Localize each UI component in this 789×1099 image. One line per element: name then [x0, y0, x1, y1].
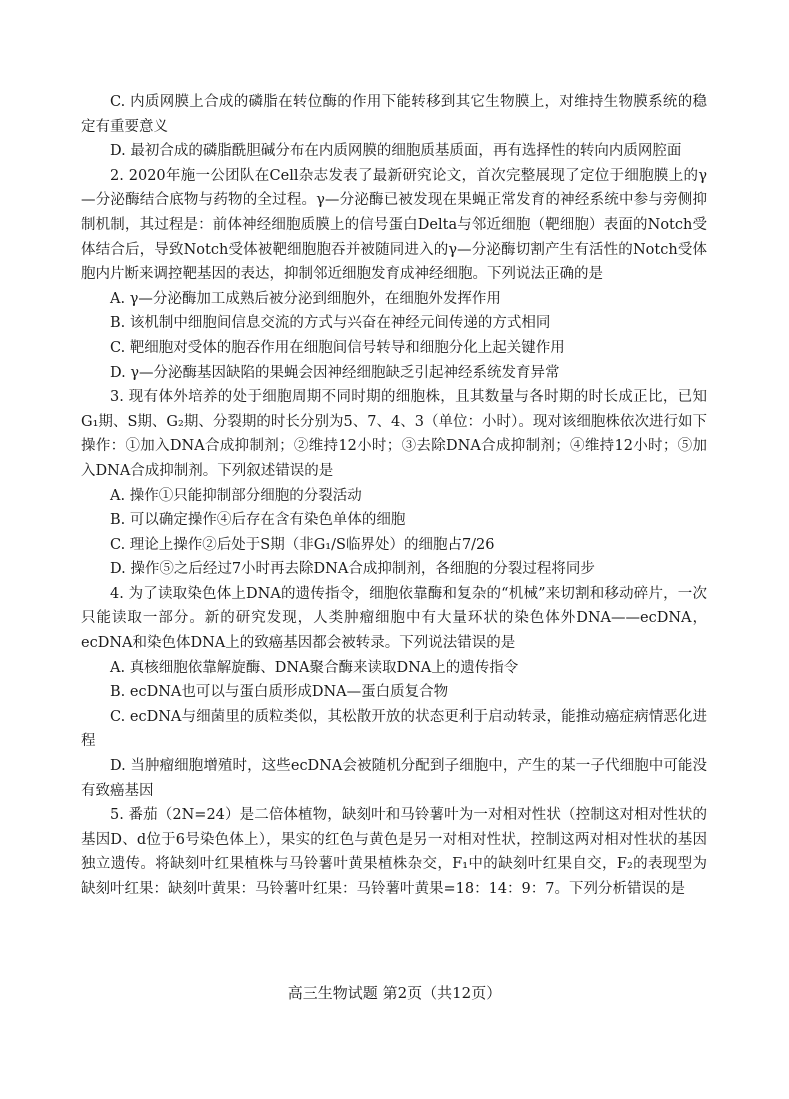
q3-option-a: A. 操作①只能抑制部分细胞的分裂活动	[110, 487, 362, 504]
q1-option-d: D. 最初合成的磷脂酰胆碱分布在内质网膜的细胞质基质面，再有选择性的转向内质网腔面	[110, 143, 682, 160]
page-content	[81, 90, 707, 902]
q2-option-a: A. γ—分泌酶加工成熟后被分泌到细胞外，在细胞外发挥作用	[110, 290, 501, 307]
q2-option-b: B. 该机制中细胞间信息交流的方式与兴奋在神经元间传递的方式相同	[110, 315, 551, 332]
q1-option-c: C. 内质网膜上合成的磷脂在转位酶的作用下能转移到其它生物膜上，对维持生物膜系统的稳定有重要意义	[81, 94, 707, 135]
q3-option-b: B. 可以确定操作④后存在含有染色单体的细胞	[110, 512, 406, 529]
q2-stem: 2. 2020年施一公团队在Cell杂志发表了最新研究论文，首次完整展现了定位于细胞膜上的γ—分泌酶结合底物与药物的全过程。γ—分泌酶已被发现在果蝇正常发育的神经系统中参与旁侧抑制机制，其过程是：前体神经细胞质膜上的信号蛋白Delta与邻近细胞（靶细胞）表面的Notch受体结合后，导致Notch受体被靶细胞胞吞并被随同进入的γ—分泌酶切割产生有活性的Notch受体胞内片断来调控靶基因的表达，抑制邻近细胞发育成神经细胞。下列说法正确的是	[81, 167, 707, 283]
q4-option-a: A. 真核细胞依靠解旋酶、DNA聚合酶来读取DNA上的遗传指令	[110, 659, 519, 676]
q3-option-d: D. 操作⑤之后经过7小时再去除DNA合成抑制剂，各细胞的分裂过程将同步	[110, 561, 595, 578]
q4-stem: 4. 为了读取染色体上DNA的遗传指令，细胞依靠酶和复杂的“机械”来切割和移动碎片，一次只能读取一部分。新的研究发现，人类肿瘤细胞中有大量环状的染色体外DNA——ecDNA，ecDNA和染色体DNA上的致癌基因都会被转录。下列说法错误的是	[81, 585, 707, 652]
page-footer: 高三生物试题 第2页（共12页）	[287, 984, 502, 1002]
q5-stem: 5. 番茄（2N=24）是二倍体植物，缺刻叶和马铃薯叶为一对相对性状（控制这对相对性状的基因D、d位于6号染色体上），果实的红色与黄色是另一对相对性状，控制这两对相对性状的基因独立遗传。将缺刻叶红果植株与马铃薯叶黄果植株杂交，F₁中的缺刻叶红果自交，F₂的表现型为缺刻叶红果：缺刻叶黄果：马铃薯叶红果：马铃薯叶黄果=18：14：9：7。下列分析错误的是	[81, 807, 707, 897]
q3-option-c: C. 理论上操作②后处于S期（非G₁/S临界处）的细胞占7/26	[110, 536, 495, 553]
q4-option-d: D. 当肿瘤细胞增殖时，这些ecDNA会被随机分配到子细胞中，产生的某一子代细胞中可能没有致癌基因	[81, 758, 707, 799]
q4-option-b: B. ecDNA也可以与蛋白质形成DNA—蛋白质复合物	[110, 684, 449, 701]
q2-option-c: C. 靶细胞对受体的胞吞作用在细胞间信号转导和细胞分化上起关键作用	[110, 339, 565, 356]
q3-stem: 3. 现有体外培养的处于细胞周期不同时期的细胞株，且其数量与各时期的时长成正比，已知G₁期、S期、G₂期、分裂期的时长分别为5、7、4、3（单位：小时）。现对该细胞株依次进行如下操作：①加入DNA合成抑制剂；②维持12小时；③去除DNA合成抑制剂；④维持12小时；⑤加入DNA合成抑制剂。下列叙述错误的是	[81, 389, 707, 479]
q4-option-c: C. ecDNA与细菌里的质粒类似，其松散开放的状态更利于启动转录，能推动癌症病情恶化进程	[81, 708, 707, 750]
q2-option-d: D. γ—分泌酶基因缺陷的果蝇会因神经细胞缺乏引起神经系统发育异常	[110, 364, 560, 381]
